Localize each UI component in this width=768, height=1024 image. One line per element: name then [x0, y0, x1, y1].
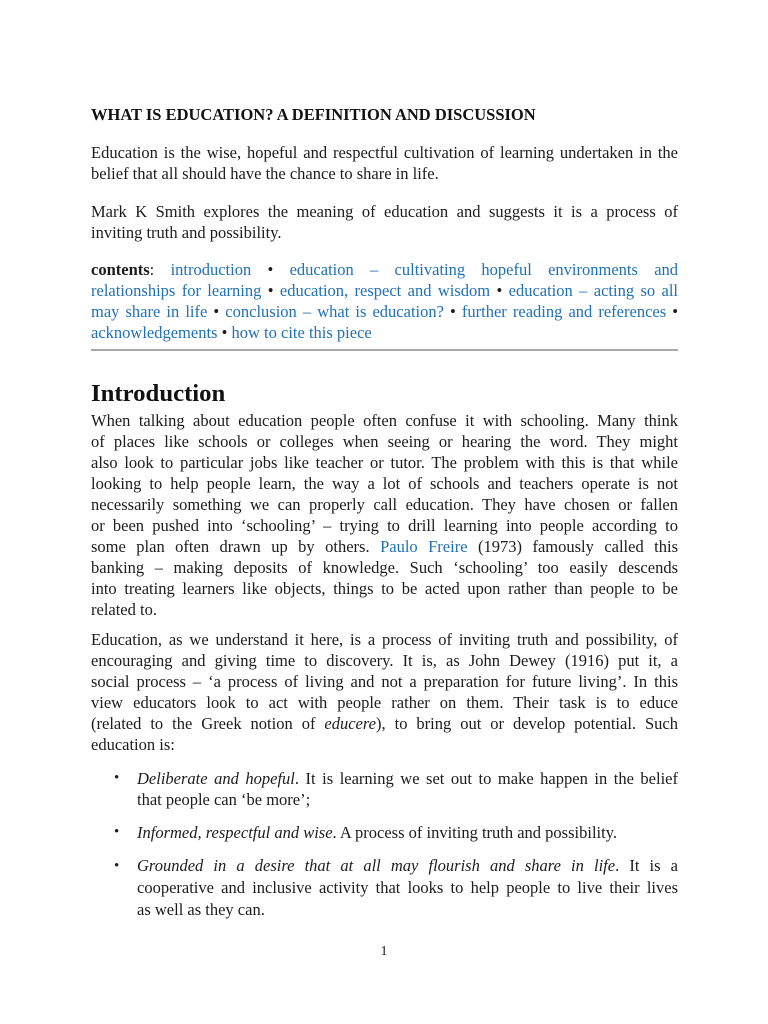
- contents-link-further-reading[interactable]: further reading and references: [461, 302, 667, 321]
- page-number: 1: [380, 944, 388, 959]
- contents-label: contents: [91, 260, 150, 279]
- contents-link-acting-share[interactable]: may share in life: [91, 302, 208, 321]
- text-run: . It is a: [615, 856, 678, 875]
- educere-term: educere: [324, 714, 377, 733]
- paragraph-line: looking to help people learn, the way a lot of schools and teachers operate is not: [91, 474, 678, 493]
- paragraph-line: of places like schools or colleges when seeing or hearing the word. They might: [91, 432, 678, 451]
- bullet-line: cooperative and inclusive activity that looks to help people to live their lives: [137, 878, 678, 897]
- text-run: some plan often drawn up by others.: [91, 537, 370, 556]
- contents-separator: •: [267, 281, 274, 300]
- contents-link-cultivating-environments[interactable]: relationships for learning: [91, 281, 262, 300]
- lead-line: belief that all should have the chance to share in life.: [91, 164, 439, 183]
- bullet-item-grounded-desire: [114, 855, 678, 921]
- contents-colon: :: [149, 260, 155, 279]
- document-title: WHAT IS EDUCATION? A DEFINITION AND DISCUSSION: [91, 105, 536, 124]
- text-run: (related to the Greek notion of: [91, 714, 316, 733]
- paragraph-line: Education, as we understand it here, is a process of inviting truth and possibility, of: [91, 630, 678, 649]
- bullet-line: [137, 855, 678, 877]
- contents-line: [91, 280, 678, 301]
- contents-line: [91, 259, 678, 280]
- paragraph-line: view educators look to act with people rather on them. Their task is to educe: [91, 693, 678, 712]
- contents-separator: •: [267, 260, 274, 279]
- text-run: ), to bring out or develop potential. Such: [376, 714, 678, 733]
- contents-link-respect-wisdom[interactable]: education, respect and wisdom: [279, 281, 491, 300]
- paragraph-line: also look to particular jobs like teacher or tutor. The problem with this is that while: [91, 453, 678, 472]
- contents-separator: •: [221, 323, 228, 342]
- bullet-keyword: Grounded in a desire that at all may flourish and share in life: [137, 856, 616, 875]
- paragraph-line: related to.: [91, 600, 157, 619]
- paragraph-line: encouraging and giving time to discovery. It is, as John Dewey (1916) put it, a: [91, 651, 678, 670]
- bullet-marker: •: [114, 858, 120, 874]
- contents-link-conclusion[interactable]: conclusion – what is education?: [225, 302, 444, 321]
- bullet-keyword: Informed, respectful and wise: [137, 823, 333, 842]
- byline-line: inviting truth and possibility.: [91, 223, 282, 242]
- byline-paragraph: [91, 201, 678, 243]
- contents-list: [91, 259, 678, 343]
- contents-separator: •: [450, 302, 456, 321]
- paragraph-line: into treating learners like objects, things to be acted upon rather than people to be: [91, 579, 678, 598]
- paragraph-line: education is:: [91, 735, 175, 754]
- paragraph-line: necessarily something we can properly call education. They have chosen or fallen: [91, 495, 678, 514]
- contents-link-acknowledgements[interactable]: acknowledgements: [91, 323, 218, 342]
- education-paragraph: [91, 629, 678, 755]
- horizontal-rule: [91, 349, 678, 351]
- bullet-keyword: Deliberate and hopeful: [137, 769, 295, 788]
- section-heading-introduction: Introduction: [91, 380, 226, 407]
- text-run: . It is learning we set out to make happen in the belief: [294, 769, 678, 788]
- contents-separator: •: [213, 302, 220, 321]
- bullet-item-informed-respectful: [114, 822, 678, 843]
- contents-line: [91, 301, 678, 322]
- contents-link-how-to-cite[interactable]: how to cite this piece: [231, 323, 372, 342]
- contents-line: [91, 322, 678, 343]
- contents-link-introduction[interactable]: introduction: [170, 260, 252, 279]
- paragraph-line: When talking about education people often confuse it with schooling. Many think: [91, 411, 678, 430]
- paragraph-line: banking – making deposits of knowledge. Such ‘schooling’ too easily descends: [91, 558, 678, 577]
- contents-separator: •: [672, 302, 679, 321]
- byline-line: Mark K Smith explores the meaning of education and suggests it is a process of: [91, 202, 678, 221]
- bullet-line: [137, 768, 678, 789]
- bullet-line: [137, 822, 678, 843]
- bullet-item-deliberate-hopeful: [114, 768, 678, 810]
- paragraph-line: or been pushed into ‘schooling’ – trying to drill learning into people according to: [91, 516, 678, 535]
- introduction-paragraph: [91, 410, 678, 620]
- paragraph-line: social process – ‘a process of living and not a preparation for future living’. In this: [91, 672, 678, 691]
- bullet-line: that people can ‘be more’;: [137, 790, 311, 809]
- text-run: . A process of inviting truth and possibility.: [332, 823, 617, 842]
- bullet-line: as well as they can.: [137, 900, 265, 919]
- bullet-marker: •: [114, 770, 120, 786]
- contents-separator: •: [496, 281, 503, 300]
- lead-line: Education is the wise, hopeful and respectful cultivation of learning undertaken in the: [91, 143, 678, 162]
- text-run: (1973) famously called this: [478, 537, 679, 556]
- paragraph-line: [91, 536, 678, 557]
- paragraph-line: [91, 713, 678, 734]
- bullet-marker: •: [114, 824, 120, 840]
- paulo-freire-link[interactable]: Paulo Freire: [380, 537, 468, 556]
- contents-link-acting-share[interactable]: education – acting so all: [508, 281, 678, 300]
- lead-paragraph: [91, 142, 678, 184]
- contents-link-cultivating-environments[interactable]: education – cultivating hopeful environments and: [289, 260, 679, 279]
